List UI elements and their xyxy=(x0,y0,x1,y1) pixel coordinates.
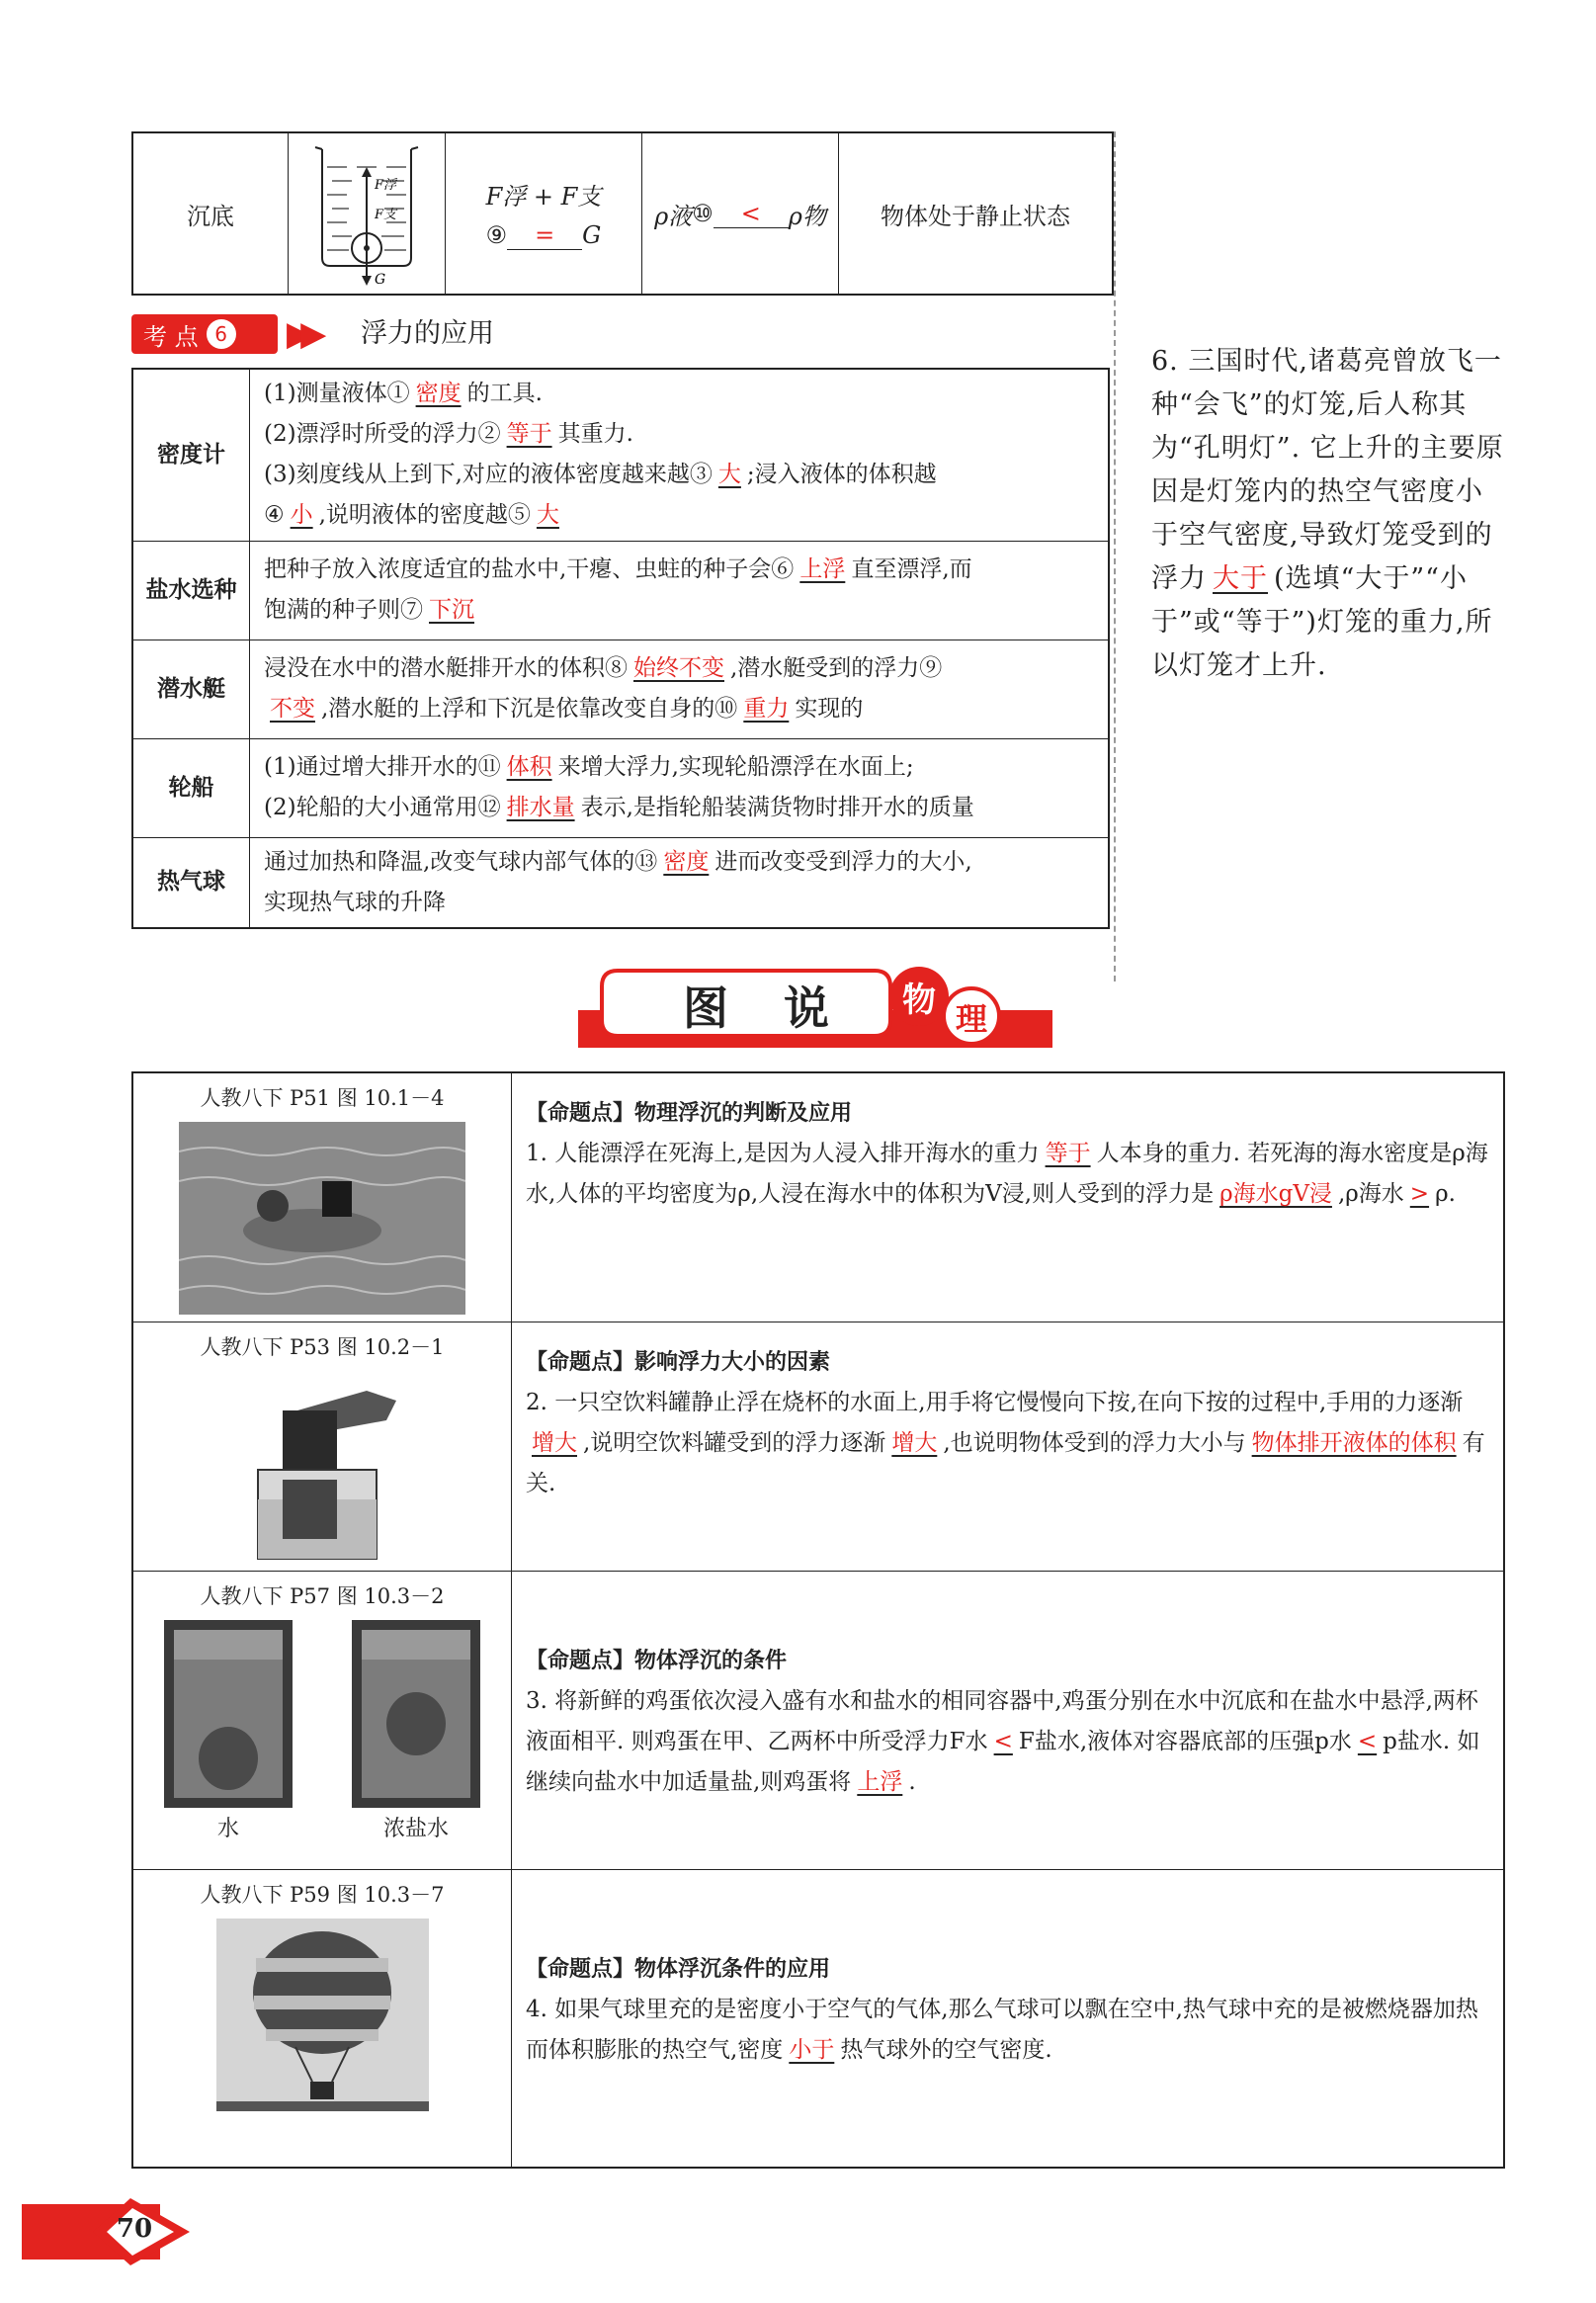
table-row: 轮船 (1)通过增大排开水的⑪ 体积 来增大浮力,实现轮船漂浮在水面上; (2)轮船的大小通常用⑫ 排水量 表示,是指轮船装满货物时排开水的质量 xyxy=(132,738,1109,837)
figure-caption: 人教八下 P51 图 10.1－4 xyxy=(200,1086,445,1110)
figure-row xyxy=(132,1072,1504,1322)
dead-sea-photo xyxy=(179,1122,465,1315)
page-number: 70 xyxy=(116,2214,153,2244)
table-row: 潜水艇 浸没在水中的潜水艇排开水的体积⑧ 始终不变 ,潜水艇受到的浮力⑨ 不变 ,潜水艇的上浮和下沉是依靠改变自身的⑩ 重力 实现的 xyxy=(132,640,1109,738)
kaodian-number: 6 xyxy=(207,319,236,349)
page-number-badge xyxy=(22,2192,200,2271)
question-3: 3. 将新鲜的鸡蛋依次浸入盛有水和盐水的相同容器中,鸡蛋分别在水中沉底和在盐水中悬浮,两杯液面相平. 则鸡蛋在甲、乙两杯中所受浮力F水 < F盐水,液体对容器底部的压强p水 < p盐水. 如继续向盐水中加适量盐,则鸡蛋将 上浮 . xyxy=(526,1687,1480,1795)
figure-row xyxy=(132,1869,1504,2168)
label-saltwater: 浓盐水 xyxy=(382,1816,449,1841)
diagram-label-support: F支 xyxy=(375,208,397,222)
kaodian-badge: 考 点 6 xyxy=(131,314,278,354)
question-topic: 【命题点】物体浮沉条件的应用 xyxy=(526,1956,831,1982)
note-cell: 物体处于静止状态 xyxy=(881,202,1070,230)
figure-caption: 人教八下 P57 图 10.3－2 xyxy=(200,1583,445,1608)
state-cell: 沉底 xyxy=(133,133,289,294)
banner-title: 图 说 xyxy=(682,981,849,1035)
table-row: 盐水选种 把种子放入浓度适宜的盐水中,干瘪、虫蛀的种子会⑥ 上浮 直至漂浮,而 饱满的种子则⑦ 下沉 xyxy=(132,541,1109,640)
double-arrow-icon: ▶▶ xyxy=(287,314,315,354)
table-row: 密度计 (1)测量液体① 密度 的工具. (2)漂浮时所受的浮力② 等于 其重力. (3)刻度线从上到下,对应的液体密度越来越③ 大 ;浸入液体的体积越 ④ 小 ,说明液体的密度越⑤ 大 xyxy=(132,369,1109,541)
question-topic: 【命题点】物理浮沉的判断及应用 xyxy=(526,1101,853,1126)
can-in-beaker-photo xyxy=(238,1371,406,1564)
question-2: 2. 一只空饮料罐静止浮在烧杯的水面上,用手将它慢慢向下按,在向下按的过程中,手用的力逐渐增大 ,说明空饮料罐受到的浮力逐渐 增大 ,也说明物体受到的浮力大小与 物体排开液体的体积 有关. xyxy=(526,1389,1485,1496)
column-divider xyxy=(1114,131,1116,981)
egg-in-water-photo xyxy=(164,1620,293,1808)
label-water: 水 xyxy=(216,1816,239,1841)
question-topic: 【命题点】影响浮力大小的因素 xyxy=(526,1349,831,1375)
kaodian-title: 浮力的应用 xyxy=(361,318,494,349)
beaker-diagram xyxy=(289,133,446,294)
question-4: 4. 如果气球里充的是密度小于空气的气体,那么气球可以飘在空中,热气球中充的是被燃烧器加热而体积膨胀的热空气,密度 小于 热气球外的空气密度. xyxy=(526,1996,1478,2063)
diagram-label-g: G xyxy=(375,272,386,288)
side-question-6: 6. 三国时代,诸葛亮曾放飞一种“会飞”的灯笼,后人称其为“孔明灯”. 它上升的主要原因是灯笼内的热空气密度小于空气密度,导致灯笼受到的浮力 大于 (选填“大于”“小于”或“等于”)灯笼的重力,所以灯笼才上升. xyxy=(1151,346,1504,681)
force-cell: F浮 + F支 ⑨ = G xyxy=(446,133,642,294)
question-topic: 【命题点】物体浮沉的条件 xyxy=(526,1648,788,1673)
egg-in-saltwater-photo xyxy=(352,1620,480,1808)
table-row: 热气球 通过加热和降温,改变气球内部气体的⑬ 密度 进而改变受到浮力的大小, 实现热气球的升降 xyxy=(132,837,1109,928)
figure-row xyxy=(132,1571,1504,1869)
density-cell: ρ液 ⑩ < ρ物 xyxy=(642,133,839,294)
beaker-icon xyxy=(307,139,426,288)
banner-circle-2: 理 xyxy=(955,1000,987,1038)
figure-caption: 人教八下 P59 图 10.3－7 xyxy=(200,1882,445,1907)
sink-state-row xyxy=(131,131,1114,296)
section-banner xyxy=(578,959,1052,1053)
question-1: 1. 人能漂浮在死海上,是因为人浸入排开海水的重力 等于 人本身的重力. 若死海的海水密度是ρ海水,人体的平均密度为ρ,人浸在海水中的体积为V浸,则人受到的浮力是 ρ海水gV浸 ,ρ海水 > ρ. xyxy=(526,1141,1488,1207)
hot-air-balloon-photo xyxy=(216,1919,429,2111)
diagram-label-float: F浮 xyxy=(375,178,397,193)
figure-row xyxy=(132,1322,1504,1571)
banner-circle-1: 物 xyxy=(902,981,936,1020)
buoyancy-applications-table xyxy=(131,368,1110,929)
figure-caption: 人教八下 P53 图 10.2－1 xyxy=(200,1334,445,1359)
figure-explanation-table xyxy=(131,1071,1505,2169)
